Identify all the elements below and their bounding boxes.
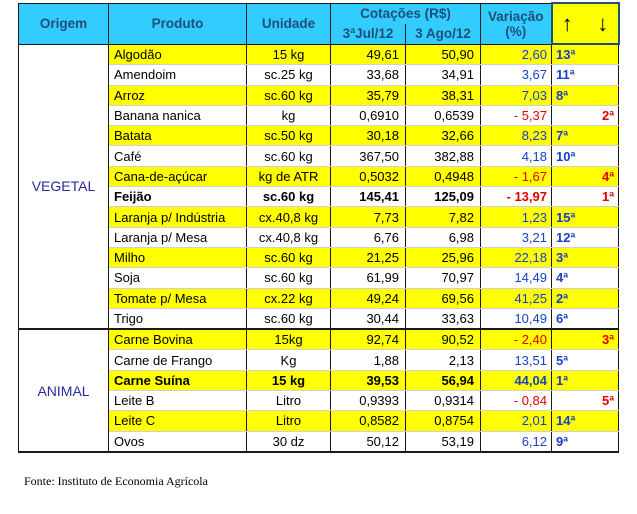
header-produto: Produto: [109, 3, 247, 44]
cell-unidade: 30 dz: [247, 431, 331, 452]
cell-cotacao-jul: 0,6910: [331, 105, 406, 125]
cell-produto: Batata: [109, 126, 247, 146]
cell-rank-down: 4ª: [583, 166, 619, 186]
table-row: [19, 85, 619, 105]
cell-variacao: 6,12: [481, 431, 552, 452]
cell-variacao: - 1,67: [481, 166, 552, 186]
cell-produto: Cana-de-açúcar: [109, 166, 247, 186]
cell-cotacao-jul: 30,44: [331, 308, 406, 329]
cell-rank-up: 10ª: [552, 146, 583, 166]
cell-cotacao-ago: 0,8754: [406, 411, 481, 431]
table-row: [19, 288, 619, 308]
cell-rank-down: [583, 247, 619, 267]
cell-cotacao-jul: 35,79: [331, 85, 406, 105]
cell-rank-up: 1ª: [552, 370, 583, 390]
cell-variacao: 3,67: [481, 65, 552, 85]
cell-produto: Laranja p/ Indústria: [109, 207, 247, 227]
cell-rank-up: 7ª: [552, 126, 583, 146]
arrow-down-icon: ↓: [597, 10, 609, 36]
cell-rank-up: 13ª: [552, 44, 583, 65]
cell-rank-down: [583, 126, 619, 146]
cell-cotacao-ago: 70,97: [406, 268, 481, 288]
cell-cotacao-ago: 2,13: [406, 350, 481, 370]
table-row: [19, 166, 619, 186]
cell-rank-down: 3ª: [583, 329, 619, 350]
table-row: [19, 431, 619, 452]
table-row: [19, 126, 619, 146]
cell-cotacao-jul: 39,53: [331, 370, 406, 390]
cell-variacao: 3,21: [481, 227, 552, 247]
header-cotacoes: Cotações (R$): [331, 3, 481, 24]
cell-variacao: - 5,37: [481, 105, 552, 125]
cell-variacao: 13,51: [481, 350, 552, 370]
cell-unidade: 15 kg: [247, 370, 331, 390]
cell-cotacao-ago: 53,19: [406, 431, 481, 452]
price-table-container: [18, 2, 618, 453]
cell-variacao: - 0,84: [481, 391, 552, 411]
cell-rank-up: 11ª: [552, 65, 583, 85]
table-row: [19, 308, 619, 329]
cell-unidade: sc.60 kg: [247, 247, 331, 267]
cell-cotacao-jul: 0,9393: [331, 391, 406, 411]
table-row: [19, 44, 619, 65]
cell-rank-down: [583, 370, 619, 390]
cell-rank-up: [552, 105, 583, 125]
cell-variacao: 1,23: [481, 207, 552, 227]
cell-cotacao-jul: 49,61: [331, 44, 406, 65]
cell-rank-up: 15ª: [552, 207, 583, 227]
cell-unidade: sc.60 kg: [247, 187, 331, 207]
cell-cotacao-ago: 25,96: [406, 247, 481, 267]
cell-rank-down: [583, 288, 619, 308]
cell-variacao: 8,23: [481, 126, 552, 146]
cell-rank-down: 1ª: [583, 187, 619, 207]
source-note: Fonte: Instituto de Economia Agrícola: [24, 474, 208, 488]
cell-variacao: 2,60: [481, 44, 552, 65]
cell-cotacao-jul: 30,18: [331, 126, 406, 146]
cell-rank-down: [583, 85, 619, 105]
table-row: [19, 391, 619, 411]
cell-rank-down: [583, 431, 619, 452]
cell-produto: Milho: [109, 247, 247, 267]
cell-unidade: sc.25 kg: [247, 65, 331, 85]
cell-unidade: Kg: [247, 350, 331, 370]
header-ranking: [552, 3, 619, 44]
cell-rank-down: [583, 227, 619, 247]
cell-rank-up: 4ª: [552, 268, 583, 288]
cell-produto: Ovos: [109, 431, 247, 452]
group-label-animal: ANIMAL: [19, 329, 109, 452]
header-unidade: Unidade: [247, 3, 331, 44]
cell-produto: Feijão: [109, 187, 247, 207]
cell-cotacao-jul: 1,88: [331, 350, 406, 370]
cell-unidade: kg: [247, 105, 331, 125]
cell-unidade: cx.40,8 kg: [247, 207, 331, 227]
cell-rank-up: [552, 329, 583, 350]
cell-cotacao-ago: 0,9314: [406, 391, 481, 411]
cell-rank-down: [583, 308, 619, 329]
table-row: [19, 187, 619, 207]
cell-cotacao-ago: 382,88: [406, 146, 481, 166]
cell-unidade: sc.60 kg: [247, 85, 331, 105]
cell-produto: Carne de Frango: [109, 350, 247, 370]
header-origem: Origem: [19, 3, 109, 44]
cell-produto: Algodão: [109, 44, 247, 65]
header-variacao-label: Variação: [487, 8, 544, 24]
cell-rank-down: 5ª: [583, 391, 619, 411]
header-variacao-unit: (%): [505, 23, 527, 39]
cell-produto: Leite C: [109, 411, 247, 431]
cell-rank-down: [583, 268, 619, 288]
cell-cotacao-ago: 7,82: [406, 207, 481, 227]
cell-cotacao-ago: 69,56: [406, 288, 481, 308]
cell-rank-up: 2ª: [552, 288, 583, 308]
table-row: [19, 268, 619, 288]
cell-cotacao-jul: 7,73: [331, 207, 406, 227]
table-body: [19, 44, 619, 452]
cell-cotacao-jul: 0,5032: [331, 166, 406, 186]
cell-produto: Leite B: [109, 391, 247, 411]
cell-cotacao-jul: 92,74: [331, 329, 406, 350]
cell-rank-up: 9ª: [552, 431, 583, 452]
cell-rank-up: 12ª: [552, 227, 583, 247]
cell-cotacao-jul: 6,76: [331, 227, 406, 247]
cell-produto: Soja: [109, 268, 247, 288]
cell-cotacao-ago: 0,4948: [406, 166, 481, 186]
cell-cotacao-ago: 38,31: [406, 85, 481, 105]
cell-produto: Trigo: [109, 308, 247, 329]
cell-unidade: sc.60 kg: [247, 308, 331, 329]
cell-cotacao-ago: 33,63: [406, 308, 481, 329]
cell-unidade: Litro: [247, 411, 331, 431]
table-row: [19, 329, 619, 350]
cell-variacao: 2,01: [481, 411, 552, 431]
cell-cotacao-jul: 0,8582: [331, 411, 406, 431]
cell-produto: Laranja p/ Mesa: [109, 227, 247, 247]
header-date-1: 3ªJul/12: [331, 24, 406, 45]
cell-variacao: 41,25: [481, 288, 552, 308]
cell-cotacao-ago: 56,94: [406, 370, 481, 390]
cell-rank-down: [583, 44, 619, 65]
cell-unidade: Litro: [247, 391, 331, 411]
arrow-up-icon: ↑: [561, 10, 573, 36]
price-table: [18, 2, 620, 453]
cell-cotacao-ago: 0,6539: [406, 105, 481, 125]
cell-cotacao-jul: 367,50: [331, 146, 406, 166]
cell-produto: Tomate p/ Mesa: [109, 288, 247, 308]
cell-unidade: cx.40,8 kg: [247, 227, 331, 247]
table-row: [19, 370, 619, 390]
cell-variacao: 44,04: [481, 370, 552, 390]
cell-cotacao-jul: 21,25: [331, 247, 406, 267]
cell-rank-down: [583, 207, 619, 227]
cell-variacao: - 2,40: [481, 329, 552, 350]
cell-unidade: 15 kg: [247, 44, 331, 65]
cell-produto: Arroz: [109, 85, 247, 105]
cell-produto: Café: [109, 146, 247, 166]
table-row: [19, 247, 619, 267]
table-row: [19, 207, 619, 227]
cell-cotacao-jul: 61,99: [331, 268, 406, 288]
cell-unidade: kg de ATR: [247, 166, 331, 186]
cell-rank-up: 14ª: [552, 411, 583, 431]
cell-rank-up: [552, 166, 583, 186]
cell-rank-up: [552, 391, 583, 411]
table-row: [19, 350, 619, 370]
cell-cotacao-ago: 90,52: [406, 329, 481, 350]
cell-unidade: cx.22 kg: [247, 288, 331, 308]
cell-rank-up: 3ª: [552, 247, 583, 267]
table-row: [19, 411, 619, 431]
cell-rank-down: 2ª: [583, 105, 619, 125]
cell-rank-down: [583, 65, 619, 85]
cell-cotacao-ago: 50,90: [406, 44, 481, 65]
cell-variacao: 14,49: [481, 268, 552, 288]
cell-rank-down: [583, 411, 619, 431]
table-row: [19, 105, 619, 125]
cell-variacao: 7,03: [481, 85, 552, 105]
cell-unidade: 15kg: [247, 329, 331, 350]
cell-variacao: 4,18: [481, 146, 552, 166]
cell-unidade: sc.60 kg: [247, 146, 331, 166]
header-date-2: 3 Ago/12: [406, 24, 481, 45]
cell-cotacao-ago: 6,98: [406, 227, 481, 247]
cell-variacao: 22,18: [481, 247, 552, 267]
cell-variacao: - 13,97: [481, 187, 552, 207]
cell-cotacao-ago: 125,09: [406, 187, 481, 207]
cell-produto: Carne Bovina: [109, 329, 247, 350]
cell-cotacao-ago: 34,91: [406, 65, 481, 85]
table-row: [19, 65, 619, 85]
cell-cotacao-jul: 49,24: [331, 288, 406, 308]
cell-rank-down: [583, 146, 619, 166]
header-variacao: [481, 3, 552, 44]
cell-cotacao-jul: 33,68: [331, 65, 406, 85]
cell-rank-up: 5ª: [552, 350, 583, 370]
cell-unidade: sc.60 kg: [247, 268, 331, 288]
cell-cotacao-jul: 50,12: [331, 431, 406, 452]
cell-produto: Carne Suína: [109, 370, 247, 390]
cell-produto: Banana nanica: [109, 105, 247, 125]
group-label-vegetal: VEGETAL: [19, 44, 109, 329]
table-row: [19, 146, 619, 166]
cell-rank-up: 8ª: [552, 85, 583, 105]
cell-rank-up: 6ª: [552, 308, 583, 329]
cell-produto: Amendoim: [109, 65, 247, 85]
cell-cotacao-jul: 145,41: [331, 187, 406, 207]
cell-rank-up: [552, 187, 583, 207]
cell-unidade: sc.50 kg: [247, 126, 331, 146]
table-row: [19, 227, 619, 247]
cell-variacao: 10,49: [481, 308, 552, 329]
cell-cotacao-ago: 32,66: [406, 126, 481, 146]
cell-rank-down: [583, 350, 619, 370]
